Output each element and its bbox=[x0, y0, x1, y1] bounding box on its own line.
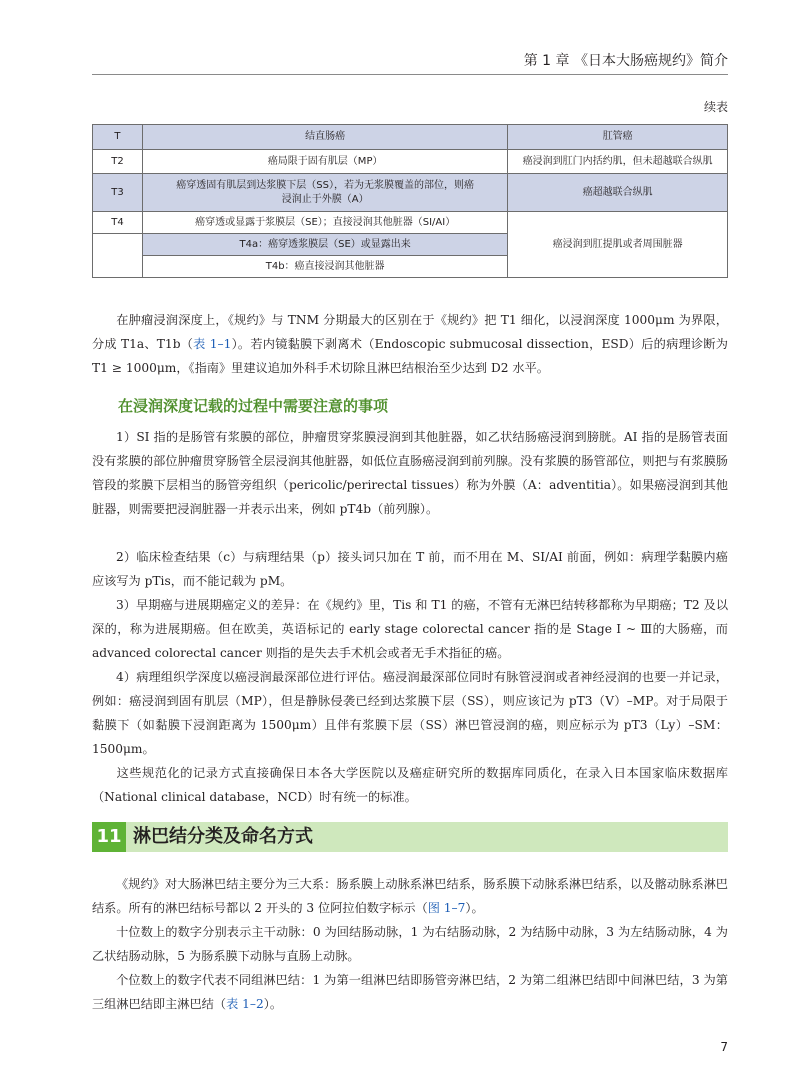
subheading: 在浸润深度记载的过程中需要注意的事项 bbox=[118, 397, 389, 415]
paragraph-text: ）。若内镜黏膜下剥离术（Endoscopic submucosal dissection，ESD）后的病理诊断为 T1 ≥ 1000μm，《指南》里建议追加外科手术切除且淋巴结根治至少达到 D2 水平。 bbox=[92, 337, 728, 375]
paragraph-standard bbox=[92, 761, 728, 809]
table-cell: T4a：癌穿透浆膜层（SE）或显露出来 bbox=[142, 234, 507, 256]
paragraph-text: ）。 bbox=[263, 997, 283, 1011]
paragraph-tens-digit bbox=[92, 920, 728, 968]
table-header-cell: T bbox=[93, 125, 143, 150]
t-stage-table bbox=[92, 124, 728, 278]
table-row bbox=[93, 174, 728, 212]
chapter-title: 第 1 章 《日本大肠癌规约》简介 bbox=[523, 53, 728, 69]
table-header-row bbox=[93, 125, 728, 150]
table-cell: T2 bbox=[93, 150, 143, 174]
table-cell: 癌局限于固有肌层（MP） bbox=[142, 150, 507, 174]
paragraph-text: 个位数上的数字代表不同组淋巴结：1 为第一组淋巴结即肠管旁淋巴结，2 为第二组淋巴结即中间淋巴结，3 为第三组淋巴结即主淋巴结（ bbox=[92, 973, 728, 1011]
table-cell: 癌超越联合纵肌 bbox=[508, 174, 728, 212]
table-cell: 癌浸润到肛提肌或者周围脏器 bbox=[508, 212, 728, 278]
paragraph-text: 1）SI 指的是肠管有浆膜的部位，肿瘤贯穿浆膜浸润到其他脏器，如乙状结肠癌浸润到膀胱。AI 指的是肠管表面没有浆膜的部位肿瘤贯穿肠管全层浸润其他脏器，如低位直肠癌浸润到前列腺。没有浆膜的肠管部位，则把与有浆膜肠管段的浆膜下层相当的肠管旁组织（pericolic/perirectal tissues）称为外膜（A：adventitia）。如果癌浸润到其他脏器，则需要把浸润脏器一并表示出来，例如 pT4b（前列腺）。 bbox=[92, 430, 728, 516]
table-cell: T3 bbox=[93, 174, 143, 212]
paragraph-text: 2）临床检查结果（c）与病理结果（p）接头词只加在 T 前，而不用在 M、SI/AI 前面，例如：病理学黏膜内癌应该写为 pTis，而不能记载为 pM。 bbox=[92, 550, 728, 588]
table-row bbox=[93, 212, 728, 234]
table-cell bbox=[93, 234, 143, 278]
page-number: 7 bbox=[720, 1040, 728, 1054]
table-continued-label: 续表 bbox=[703, 100, 728, 114]
section-number: 11 bbox=[92, 822, 126, 852]
paragraph-text: 在肿瘤浸润深度上，《规约》与 TNM 分期最大的区别在于《规约》把 T1 细化，以浸润深度 1000μm 为界限，分成 T1a、T1b（ bbox=[92, 313, 728, 351]
table-row bbox=[93, 150, 728, 174]
paragraph-text: 4）病理组织学深度以癌浸润最深部位进行评估。癌浸润最深部位同时有脉管浸润或者神经浸润的也要一并记录，例如：癌浸润到固有肌层（MP），但是静脉侵袭已经到达浆膜下层（SS），则应该记为 pT3（V）–MP。对于局限于黏膜下（如黏膜下浸润距离为 1500μm）且伴有浆膜下层（SS）淋巴管浸润的癌，则应标示为 pT3（Ly）–SM：1500μm。 bbox=[92, 670, 728, 756]
table-cell: 癌浸润到肛门内括约肌，但未超越联合纵肌 bbox=[508, 150, 728, 174]
paragraph-text: 《规约》对大肠淋巴结主要分为三大系：肠系膜上动脉系淋巴结系，肠系膜下动脉系淋巴结系，以及髂动脉系淋巴结系。所有的淋巴结标号都以 2 开头的 3 位阿拉伯数字标示（ bbox=[92, 877, 728, 915]
paragraph-text: 十位数上的数字分别表示主干动脉：0 为回结肠动脉，1 为右结肠动脉，2 为结肠中动脉，3 为左结肠动脉，4 为乙状结肠动脉，5 为肠系膜下动脉与直肠上动脉。 bbox=[92, 925, 728, 963]
figure-1-7-link[interactable]: 图 1–7 bbox=[427, 901, 466, 915]
paragraph-point-2 bbox=[92, 545, 728, 593]
paragraph-text: 这些规范化的记录方式直接确保日本各大学医院以及癌症研究所的数据库同质化，在录入日本国家临床数据库（National clinical database，NCD）时有统一的标准。 bbox=[92, 766, 728, 804]
paragraph-point-4 bbox=[92, 665, 728, 761]
paragraph-text: 3）早期癌与进展期癌定义的差异：在《规约》里，Tis 和 T1 的癌，不管有无淋巴结转移都称为早期癌；T2 及以深的，称为进展期癌。但在欧美，英语标记的 early stage colorectal cancer 指的是 Stage Ⅰ ~ Ⅲ的大肠癌，而 advanced colorectal cancer 则指的是失去手术机会或者无手术指征的癌。 bbox=[92, 598, 728, 660]
paragraph-units-digit bbox=[92, 968, 728, 1016]
header-divider bbox=[92, 74, 728, 75]
table-cell: T4b：癌直接浸润其他脏器 bbox=[142, 256, 507, 278]
table-header-cell: 肛管癌 bbox=[508, 125, 728, 150]
paragraph-point-1 bbox=[92, 425, 728, 521]
table-cell: 癌穿透固有肌层到达浆膜下层（SS），若为无浆膜覆盖的部位，则癌浸润止于外膜（A） bbox=[142, 174, 507, 212]
table-header-cell: 结直肠癌 bbox=[142, 125, 507, 150]
paragraph-t1-definition bbox=[92, 308, 728, 380]
section-title: 淋巴结分类及命名方式 bbox=[133, 826, 313, 847]
table-cell: 癌穿透或显露于浆膜层（SE）；直接浸润其他脏器（SI/AI） bbox=[142, 212, 507, 234]
paragraph-text: ）。 bbox=[465, 901, 484, 915]
table-1-1-link[interactable]: 表 1–1 bbox=[193, 337, 232, 351]
paragraph-point-3 bbox=[92, 593, 728, 665]
table-cell: T4 bbox=[93, 212, 143, 234]
paragraph-lymph-systems bbox=[92, 872, 728, 920]
table-1-2-link[interactable]: 表 1–2 bbox=[226, 997, 264, 1011]
